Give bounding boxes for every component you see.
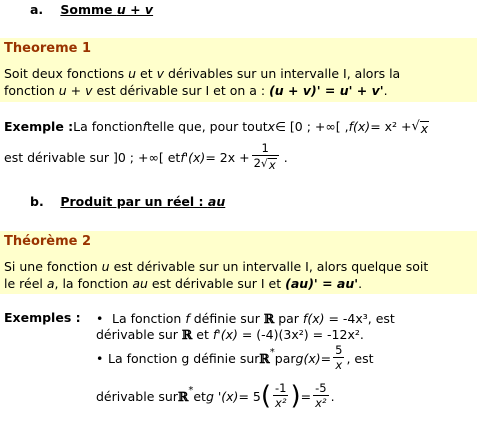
example-2-2-line-1 bbox=[96, 344, 374, 372]
sqrt-x-radicand: x bbox=[420, 121, 429, 136]
t1-v: v bbox=[156, 66, 165, 81]
section-b-title-math: au bbox=[207, 194, 226, 209]
ex1-f: f bbox=[142, 119, 147, 134]
real-numbers-symbol: ℝ bbox=[177, 388, 189, 404]
example-2-1-line-2 bbox=[96, 326, 364, 343]
ex1-text: La fonction bbox=[73, 119, 143, 134]
t2-text: est dérivable sur I et bbox=[147, 276, 286, 291]
section-a-label: a. bbox=[30, 2, 44, 17]
ex2-f: f bbox=[185, 311, 190, 326]
fraction-minus5-over-x2 bbox=[313, 382, 328, 410]
t1-text: Soit deux fonctions bbox=[4, 66, 129, 81]
fraction-minus1-over-x2 bbox=[273, 382, 288, 410]
t2-formula: (au)' = au' bbox=[285, 276, 359, 291]
example-2-2-line-2 bbox=[96, 382, 335, 410]
ex2-text: , est bbox=[346, 350, 374, 366]
bullet-icon: • bbox=[96, 311, 104, 326]
ex2-text: = -4x³, est bbox=[324, 311, 395, 326]
section-b-label: b. bbox=[30, 194, 44, 209]
examples-2-label: Exemples : bbox=[4, 310, 81, 325]
theorem-2-line-2 bbox=[4, 275, 362, 292]
theorem-1-line-2 bbox=[4, 82, 388, 99]
fraction-5-over-x bbox=[333, 344, 344, 372]
theorem-2-line-1 bbox=[4, 258, 428, 275]
fraction-numerator: 1 bbox=[261, 141, 269, 155]
left-paren: ( bbox=[260, 381, 271, 411]
t2-text: , la fonction bbox=[54, 276, 133, 291]
real-numbers-symbol: ℝ bbox=[181, 327, 193, 342]
ex2-fpx: f'(x) bbox=[212, 327, 238, 342]
theorem-2-title: Théorème 2 bbox=[4, 234, 92, 249]
t2-text: Si une fonction bbox=[4, 259, 102, 274]
ex2-text: = 5 bbox=[238, 388, 261, 404]
ex2-text: et bbox=[192, 327, 213, 342]
example-1-label: Exemple : bbox=[4, 119, 74, 134]
t1-text: . bbox=[383, 83, 388, 98]
t2-text: est dérivable sur un intervalle I, alors quelque soit bbox=[109, 259, 429, 274]
ex2-text: = bbox=[320, 350, 332, 366]
bullet-icon: • bbox=[96, 350, 104, 366]
fraction-numerator: -1 bbox=[275, 381, 287, 395]
sqrt-x bbox=[412, 120, 430, 135]
ex1-text: est dérivable sur ]0 ; +∞[ et bbox=[4, 149, 181, 165]
ex2-fx: f(x) bbox=[302, 311, 325, 326]
t2-au: au bbox=[132, 276, 148, 291]
fraction-numerator: 5 bbox=[335, 343, 343, 357]
t1-text: et bbox=[136, 66, 157, 81]
ex1-text: telle que, pour tout bbox=[146, 119, 268, 134]
section-a-title-math: u + v bbox=[116, 2, 154, 17]
theorem-1-box bbox=[0, 38, 477, 102]
t2-u: u bbox=[101, 259, 110, 274]
right-paren: ) bbox=[290, 381, 301, 411]
ex1-fx: f(x) bbox=[348, 119, 371, 134]
fraction-denominator: x² bbox=[275, 396, 287, 410]
section-a-heading bbox=[30, 2, 153, 17]
fraction-denominator: x² bbox=[315, 396, 327, 410]
star-superscript: * bbox=[269, 347, 275, 358]
theorem-2-box bbox=[0, 231, 477, 294]
t2-a: a bbox=[46, 276, 55, 291]
fraction-numerator: -5 bbox=[315, 381, 327, 395]
ex1-x: x bbox=[267, 119, 276, 134]
t1-formula: (u + v)' = u' + v' bbox=[269, 83, 384, 98]
section-b-title-text: Produit par un réel : bbox=[60, 194, 208, 209]
t2-text: le réel bbox=[4, 276, 47, 291]
fraction-denominator: x bbox=[335, 358, 343, 372]
real-numbers-symbol: ℝ bbox=[263, 311, 275, 326]
ex1-text: ∈ [0 ; +∞[ , bbox=[275, 119, 349, 134]
section-a-title-text: Somme bbox=[60, 2, 117, 17]
fraction-denominator bbox=[252, 155, 279, 172]
ex2-text: dérivable sur bbox=[96, 388, 178, 404]
ex2-text: = (-4)(3x²) = -12x². bbox=[237, 327, 364, 342]
t2-text: . bbox=[358, 276, 363, 291]
ex2-gx: g(x) bbox=[295, 350, 321, 366]
example-2-1-line-1 bbox=[96, 310, 395, 327]
ex2-text: La fonction bbox=[108, 311, 186, 326]
t1-text: est dérivable sur I et on a : bbox=[92, 83, 270, 98]
real-numbers-symbol: ℝ bbox=[259, 350, 270, 366]
radical-sign: √ bbox=[260, 157, 268, 170]
ex2-text: La fonction g définie sur bbox=[108, 350, 260, 366]
t1-u: u bbox=[128, 66, 137, 81]
ex2-text: et bbox=[193, 388, 206, 404]
ex1-text: . bbox=[283, 149, 288, 165]
radical-sign: √ bbox=[411, 119, 420, 134]
ex2-text: = bbox=[300, 388, 312, 404]
ex2-text: dérivable sur bbox=[96, 327, 182, 342]
fraction-1-over-2sqrtx bbox=[252, 142, 279, 172]
t1-text: fonction bbox=[4, 83, 59, 98]
t1-uv: u + v bbox=[58, 83, 93, 98]
ex2-text: par bbox=[274, 311, 303, 326]
ex1-fpx: f'(x) bbox=[180, 149, 206, 165]
ex1-text: = 2x + bbox=[205, 149, 250, 165]
ex2-text: . bbox=[330, 388, 335, 404]
ex2-gpx: g '(x) bbox=[205, 388, 239, 404]
example-1-line-1 bbox=[4, 118, 429, 135]
theorem-1-title: Theoreme 1 bbox=[4, 41, 92, 56]
t1-text: dérivables sur un intervalle I, alors la bbox=[164, 66, 401, 81]
star-superscript: * bbox=[188, 385, 194, 396]
ex2-text: par bbox=[274, 350, 296, 366]
den-2: 2 bbox=[253, 156, 261, 170]
theorem-1-line-1 bbox=[4, 65, 400, 82]
sqrt-x-radicand: x bbox=[268, 158, 276, 172]
section-b-heading bbox=[30, 194, 225, 209]
ex2-text: définie sur bbox=[189, 311, 264, 326]
sqrt-x bbox=[261, 157, 277, 172]
ex1-text: = x² + bbox=[370, 119, 412, 134]
example-1-line-2 bbox=[4, 142, 288, 172]
section-a-title bbox=[60, 2, 153, 17]
section-b-title bbox=[60, 194, 225, 209]
